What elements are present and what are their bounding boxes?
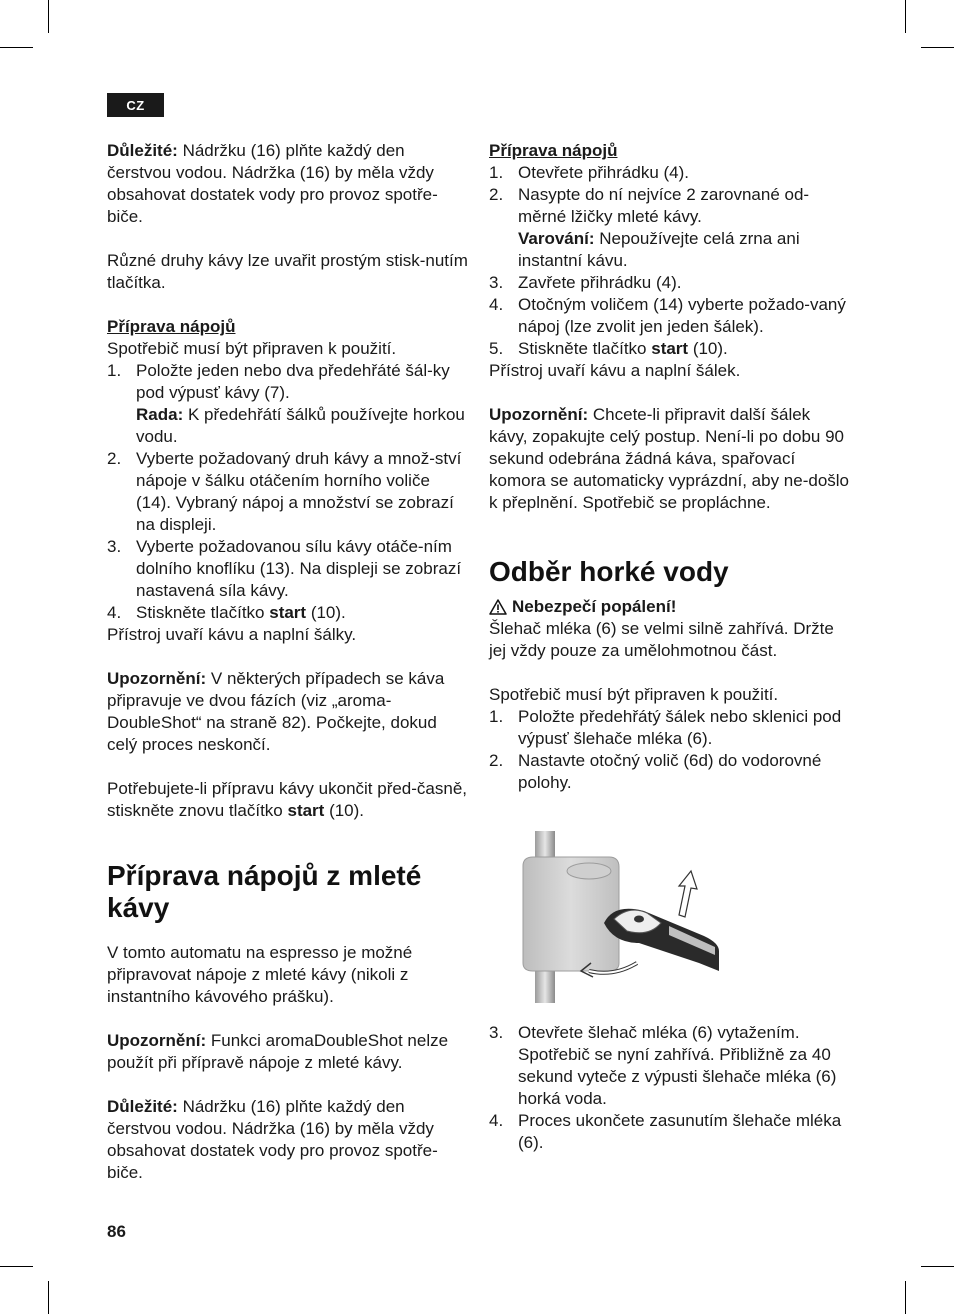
step-number: 1. xyxy=(107,361,122,380)
step-number: 3. xyxy=(107,537,122,556)
list-item xyxy=(107,602,469,624)
important-label: Důležité: xyxy=(107,1097,178,1116)
subheading-beverage-prep: Příprava nápojů xyxy=(107,317,236,336)
note-label: Upozornění: xyxy=(489,405,589,424)
start-keyword: start xyxy=(651,339,689,358)
steps-list xyxy=(107,360,469,624)
list-item xyxy=(489,294,849,338)
step-number: 3. xyxy=(489,1023,504,1042)
step-number: 1. xyxy=(489,707,504,726)
list-item xyxy=(489,184,849,272)
steps-list xyxy=(489,162,849,360)
step-text: Nasypte do ní nejvíce 2 zarovnané od-měrné lžičky mleté kávy. xyxy=(518,185,810,226)
heading-line: kávy xyxy=(107,892,170,923)
right-column xyxy=(489,140,849,794)
start-keyword: start xyxy=(269,603,307,622)
danger-text: Šlehač mléka (6) se velmi silně zahřívá. Držte jej vždy pouze za umělohmotnou část. xyxy=(489,619,834,660)
warning-text: Nepoužívejte celá zrna ani instantní kávu. xyxy=(518,229,800,270)
ready-text: Spotřebič musí být připraven k použití. xyxy=(489,685,779,704)
section-heading-ground-coffee xyxy=(107,860,469,924)
ground-intro: V tomto automatu na espresso je možné připravovat nápoje z mleté kávy (nikoli z instantního kávového prášku). xyxy=(107,943,413,1006)
crop-mark xyxy=(0,1266,33,1267)
step-text: Otočným voličem (14) vyberte požado-vaný nápoj (lze zvolit jen jeden šálek). xyxy=(518,295,846,336)
note-paragraph xyxy=(107,668,469,756)
stop-paragraph xyxy=(107,778,469,822)
step-text: Proces ukončete zasunutím šlehače mléka (6). xyxy=(518,1111,842,1152)
list-item xyxy=(489,706,849,750)
stop-text: (10). xyxy=(324,801,365,820)
step-text: (10). xyxy=(688,339,728,358)
outro-text: Přístroj uvaří kávu a naplní šálky. xyxy=(107,625,357,644)
note-text: Funkci aromaDoubleShot nelze použít při přípravě nápoje z mleté kávy. xyxy=(107,1031,449,1072)
tip-text: K předehřátí šálků používejte horkou vodu. xyxy=(136,405,465,446)
important-paragraph xyxy=(107,140,469,228)
tip-label: Rada: xyxy=(136,405,184,424)
important-text: Nádržku (16) plňte každý den čerstvou vodou. Nádržka (16) by měla vždy obsahovat dostatek vody pro provoz spotře-biče. xyxy=(107,141,438,226)
step-text: Položte jeden nebo dva předehřáté šál-ky pod výpusť kávy (7). xyxy=(136,361,450,402)
list-item xyxy=(107,448,469,536)
step-number: 2. xyxy=(489,751,504,770)
step-number: 4. xyxy=(489,295,504,314)
important-label: Důležité: xyxy=(107,141,178,160)
step-text: Vyberte požadovaný druh kávy a množ-ství nápoje v šálku otáčením horního voliče (14). Vybraný nápoj a množství se zobrazí na displeji. xyxy=(136,449,462,534)
list-item xyxy=(489,272,849,294)
note-paragraph xyxy=(489,404,849,514)
danger-warning xyxy=(489,596,849,618)
crop-mark xyxy=(905,1281,906,1314)
step-number: 3. xyxy=(489,273,504,292)
crop-mark xyxy=(921,47,954,48)
list-item xyxy=(489,1110,849,1154)
note-label: Upozornění: xyxy=(107,669,207,688)
step-number: 5. xyxy=(489,339,504,358)
outro-text: Přístroj uvaří kávu a naplní šálek. xyxy=(489,361,741,380)
step-number: 4. xyxy=(107,603,122,622)
list-item xyxy=(107,360,469,448)
step-number: 2. xyxy=(107,449,122,468)
crop-mark xyxy=(905,0,906,33)
danger-label: Nebezpečí popálení! xyxy=(512,597,677,616)
step-text: (10). xyxy=(306,603,346,622)
step-text: Stiskněte tlačítko xyxy=(136,603,270,622)
crop-mark xyxy=(921,1266,954,1267)
list-item xyxy=(489,162,849,184)
step-number: 2. xyxy=(489,185,504,204)
note-text: V některých případech se káva připravuje ve dvou fázích (viz „aroma-DoubleShot“ na straně 82). Počkejte, dokud celý proces neskončí. xyxy=(107,669,445,754)
step-number: 4. xyxy=(489,1111,504,1130)
step-text: Vyberte požadovanou sílu kávy otáče-ním dolního knoflíku (13). Na displeji se zobrazí nastavená síla kávy. xyxy=(136,537,462,600)
start-keyword: start xyxy=(287,801,325,820)
important-paragraph xyxy=(107,1096,469,1184)
list-item xyxy=(489,338,849,360)
warning-label: Varování: xyxy=(518,229,595,248)
list-item xyxy=(489,750,849,794)
right-column-lower xyxy=(489,1022,849,1154)
crop-mark xyxy=(48,0,49,33)
subheading-beverage-prep: Příprava nápojů xyxy=(489,141,618,160)
step-text: Zavřete přihrádku (4). xyxy=(518,273,682,292)
step-text: Otevřete šlehač mléka (6) vytažením. Spotřebič se nyní zahřívá. Přibližně za 40 sekund vyteče z výpusti šlehače mléka (6) horká voda. xyxy=(518,1023,837,1108)
ready-text: Spotřebič musí být připraven k použití. xyxy=(107,339,397,358)
left-column xyxy=(107,140,469,1184)
step-text: Stiskněte tlačítko xyxy=(518,339,652,358)
crop-mark xyxy=(0,47,33,48)
heading-line: Příprava nápojů z mleté xyxy=(107,860,422,891)
important-text: Nádržku (16) plňte každý den čerstvou vodou. Nádržka (16) by měla vždy obsahovat dostatek vody pro provoz spotře-biče. xyxy=(107,1097,438,1182)
page-number: 86 xyxy=(107,1222,126,1241)
intro-paragraph: Různé druhy kávy lze uvařit prostým stisk-nutím tlačítka. xyxy=(107,251,468,292)
stop-text: Potřebujete-li přípravu kávy ukončit před-časně, stiskněte znovu tlačítko xyxy=(107,779,468,820)
frother-illustration xyxy=(519,831,719,1003)
list-item xyxy=(489,1022,849,1110)
crop-mark xyxy=(48,1281,49,1314)
section-heading-hot-water: Odběr horké vody xyxy=(489,556,729,587)
steps-list xyxy=(489,706,849,794)
language-tab: CZ xyxy=(107,93,164,117)
note-paragraph xyxy=(107,1030,469,1074)
note-text: Chcete-li připravit další šálek kávy, zopakujte celý postup. Není-li po dobu 90 sekund odebrána žádná káva, spařovací komora se automaticky vyprázdní, aby ne-došlo k přeplnění. Spotřebič se propláchne. xyxy=(489,405,850,512)
note-label: Upozornění: xyxy=(107,1031,207,1050)
list-item xyxy=(107,536,469,602)
step-text: Otevřete přihrádku (4). xyxy=(518,163,690,182)
step-text: Nastavte otočný volič (6d) do vodorovné polohy. xyxy=(518,751,822,792)
step-number: 1. xyxy=(489,163,504,182)
warning-triangle-icon xyxy=(489,599,507,615)
step-text: Položte předehřátý šálek nebo sklenici pod výpusť šlehače mléka (6). xyxy=(518,707,842,748)
steps-list xyxy=(489,1022,849,1154)
